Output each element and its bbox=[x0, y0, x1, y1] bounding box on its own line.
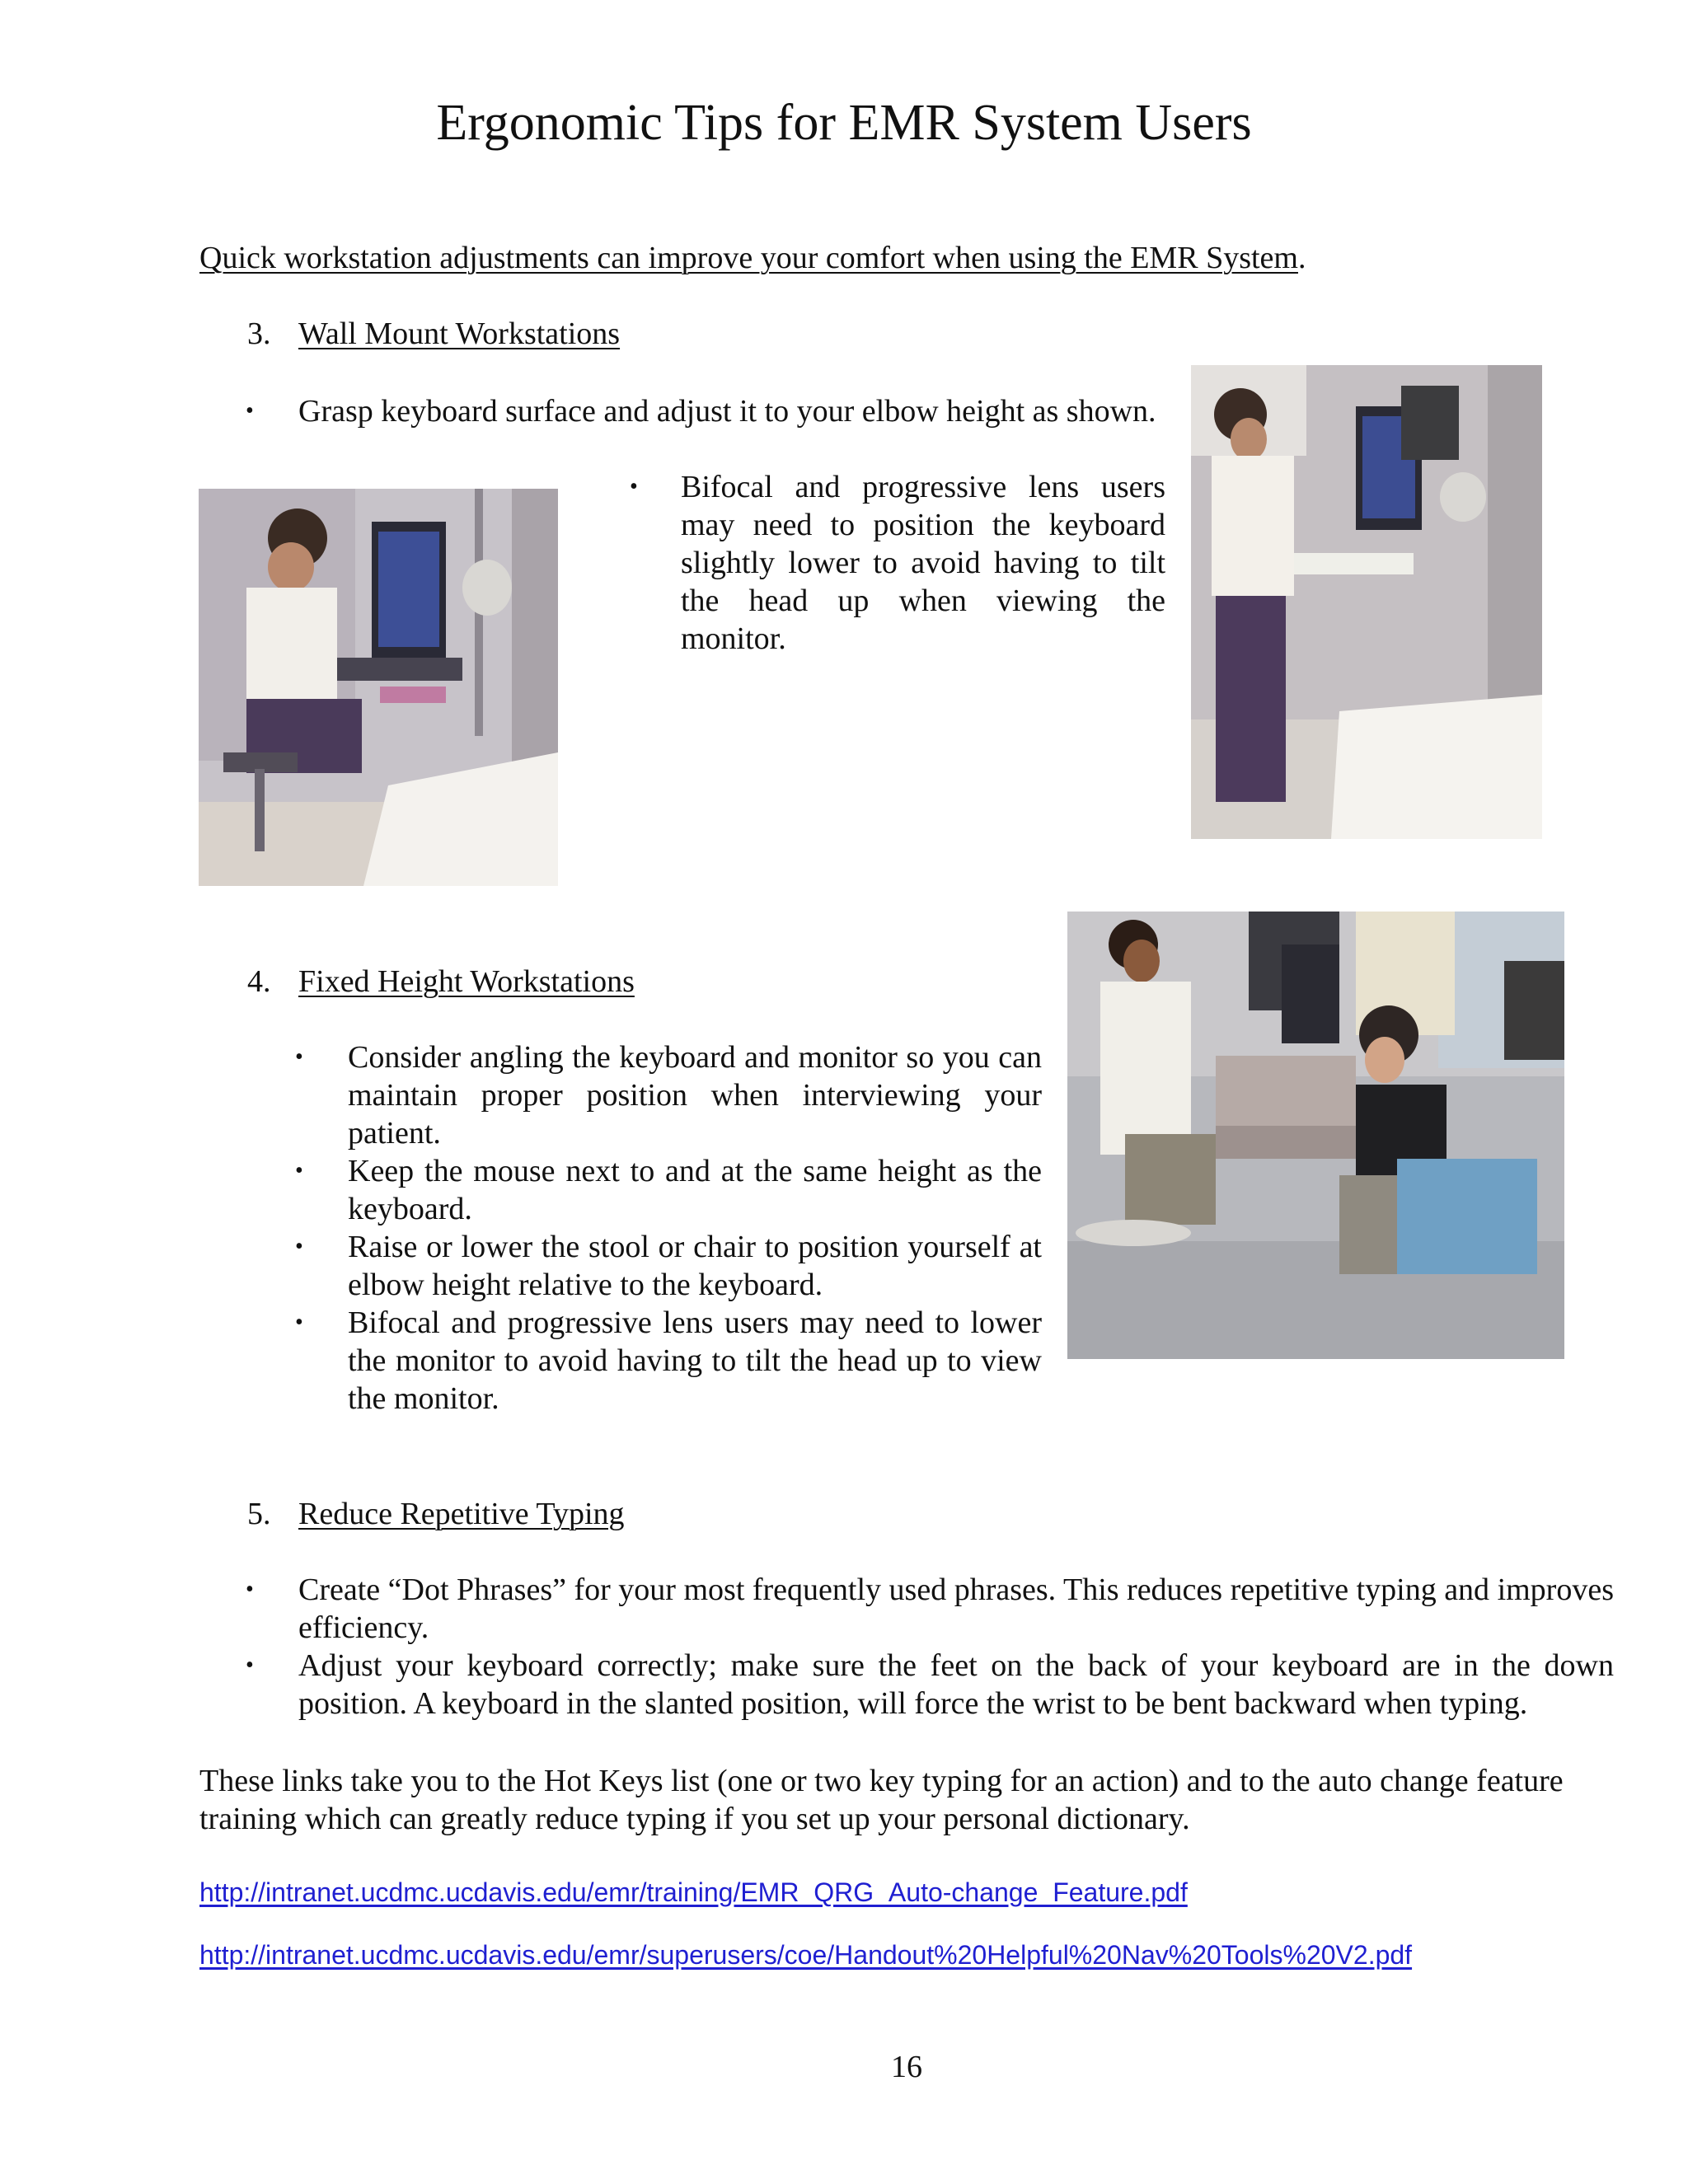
section3-bullet-1: Grasp keyboard surface and adjust it to your elbow height as shown. bbox=[298, 394, 1156, 429]
section4-heading: Fixed Height Workstations bbox=[298, 964, 635, 999]
bullet-icon: • bbox=[246, 398, 254, 424]
section4-bullet-1: Consider angling the keyboard and monitor so you can maintain proper position when interviewing your patient. bbox=[348, 1040, 1042, 1151]
intro-text: Quick workstation adjustments can improve your comfort when using the EMR System bbox=[199, 241, 1298, 275]
intro-period: . bbox=[1297, 241, 1306, 275]
links-paragraph: These links take you to the Hot Keys list (one or two key typing for an action) and to the auto change feature training which can greatly reduce typing if you set up your personal dictionary. bbox=[199, 1764, 1564, 1836]
bullet-icon: • bbox=[246, 1652, 254, 1678]
page-number: 16 bbox=[891, 2050, 922, 2084]
bullet-icon: • bbox=[295, 1044, 303, 1070]
section3-number: 3. bbox=[247, 316, 271, 351]
section4-bullet-3: Raise or lower the stool or chair to position yourself at elbow height relative to the keyboard. bbox=[348, 1230, 1042, 1302]
bullet-icon: • bbox=[295, 1158, 303, 1183]
section4-bullet-2: Keep the mouse next to and at the same height as the keyboard. bbox=[348, 1154, 1042, 1226]
page-title: Ergonomic Tips for EMR System Users bbox=[436, 95, 1252, 151]
link-auto-change-feature[interactable]: http://intranet.ucdmc.ucdavis.edu/emr/training/EMR_QRG_Auto-change_Feature.pdf bbox=[199, 1877, 1188, 1907]
intro-line bbox=[199, 239, 1306, 277]
bullet-icon: • bbox=[246, 1577, 254, 1602]
link-helpful-nav-tools[interactable]: http://intranet.ucdmc.ucdavis.edu/emr/superusers/coe/Handout%20Helpful%20Nav%20Tools%20V2.pdf bbox=[199, 1940, 1413, 1970]
section3-bullet-2: Bifocal and progressive lens users may need to position the keyboard slightly lower to avoid having to tilt the head up when viewing the monitor. bbox=[681, 470, 1165, 656]
photo-standing-wall-workstation bbox=[1191, 365, 1542, 839]
section3-heading: Wall Mount Workstations bbox=[298, 316, 621, 351]
photo-seated-wall-workstation bbox=[199, 489, 558, 886]
section5-heading: Reduce Repetitive Typing bbox=[298, 1497, 625, 1531]
section4-number: 4. bbox=[247, 964, 271, 999]
bullet-icon: • bbox=[630, 474, 638, 499]
bullet-icon: • bbox=[295, 1234, 303, 1259]
section5-bullet-2: Adjust your keyboard correctly; make sure the feet on the back of your keyboard are in the down position. A keyboard in the slanted position, will force the wrist to be bent backward when typing. bbox=[298, 1648, 1614, 1721]
section4-bullet-4: Bifocal and progressive lens users may need to lower the monitor to avoid having to tilt the head up to view the monitor. bbox=[348, 1305, 1042, 1416]
section5-bullet-1: Create “Dot Phrases” for your most frequently used phrases. This reduces repetitive typing and improves efficiency. bbox=[298, 1572, 1614, 1645]
section5-number: 5. bbox=[247, 1497, 271, 1531]
bullet-icon: • bbox=[295, 1310, 303, 1335]
photo-fixed-height-workstation bbox=[1067, 912, 1564, 1359]
